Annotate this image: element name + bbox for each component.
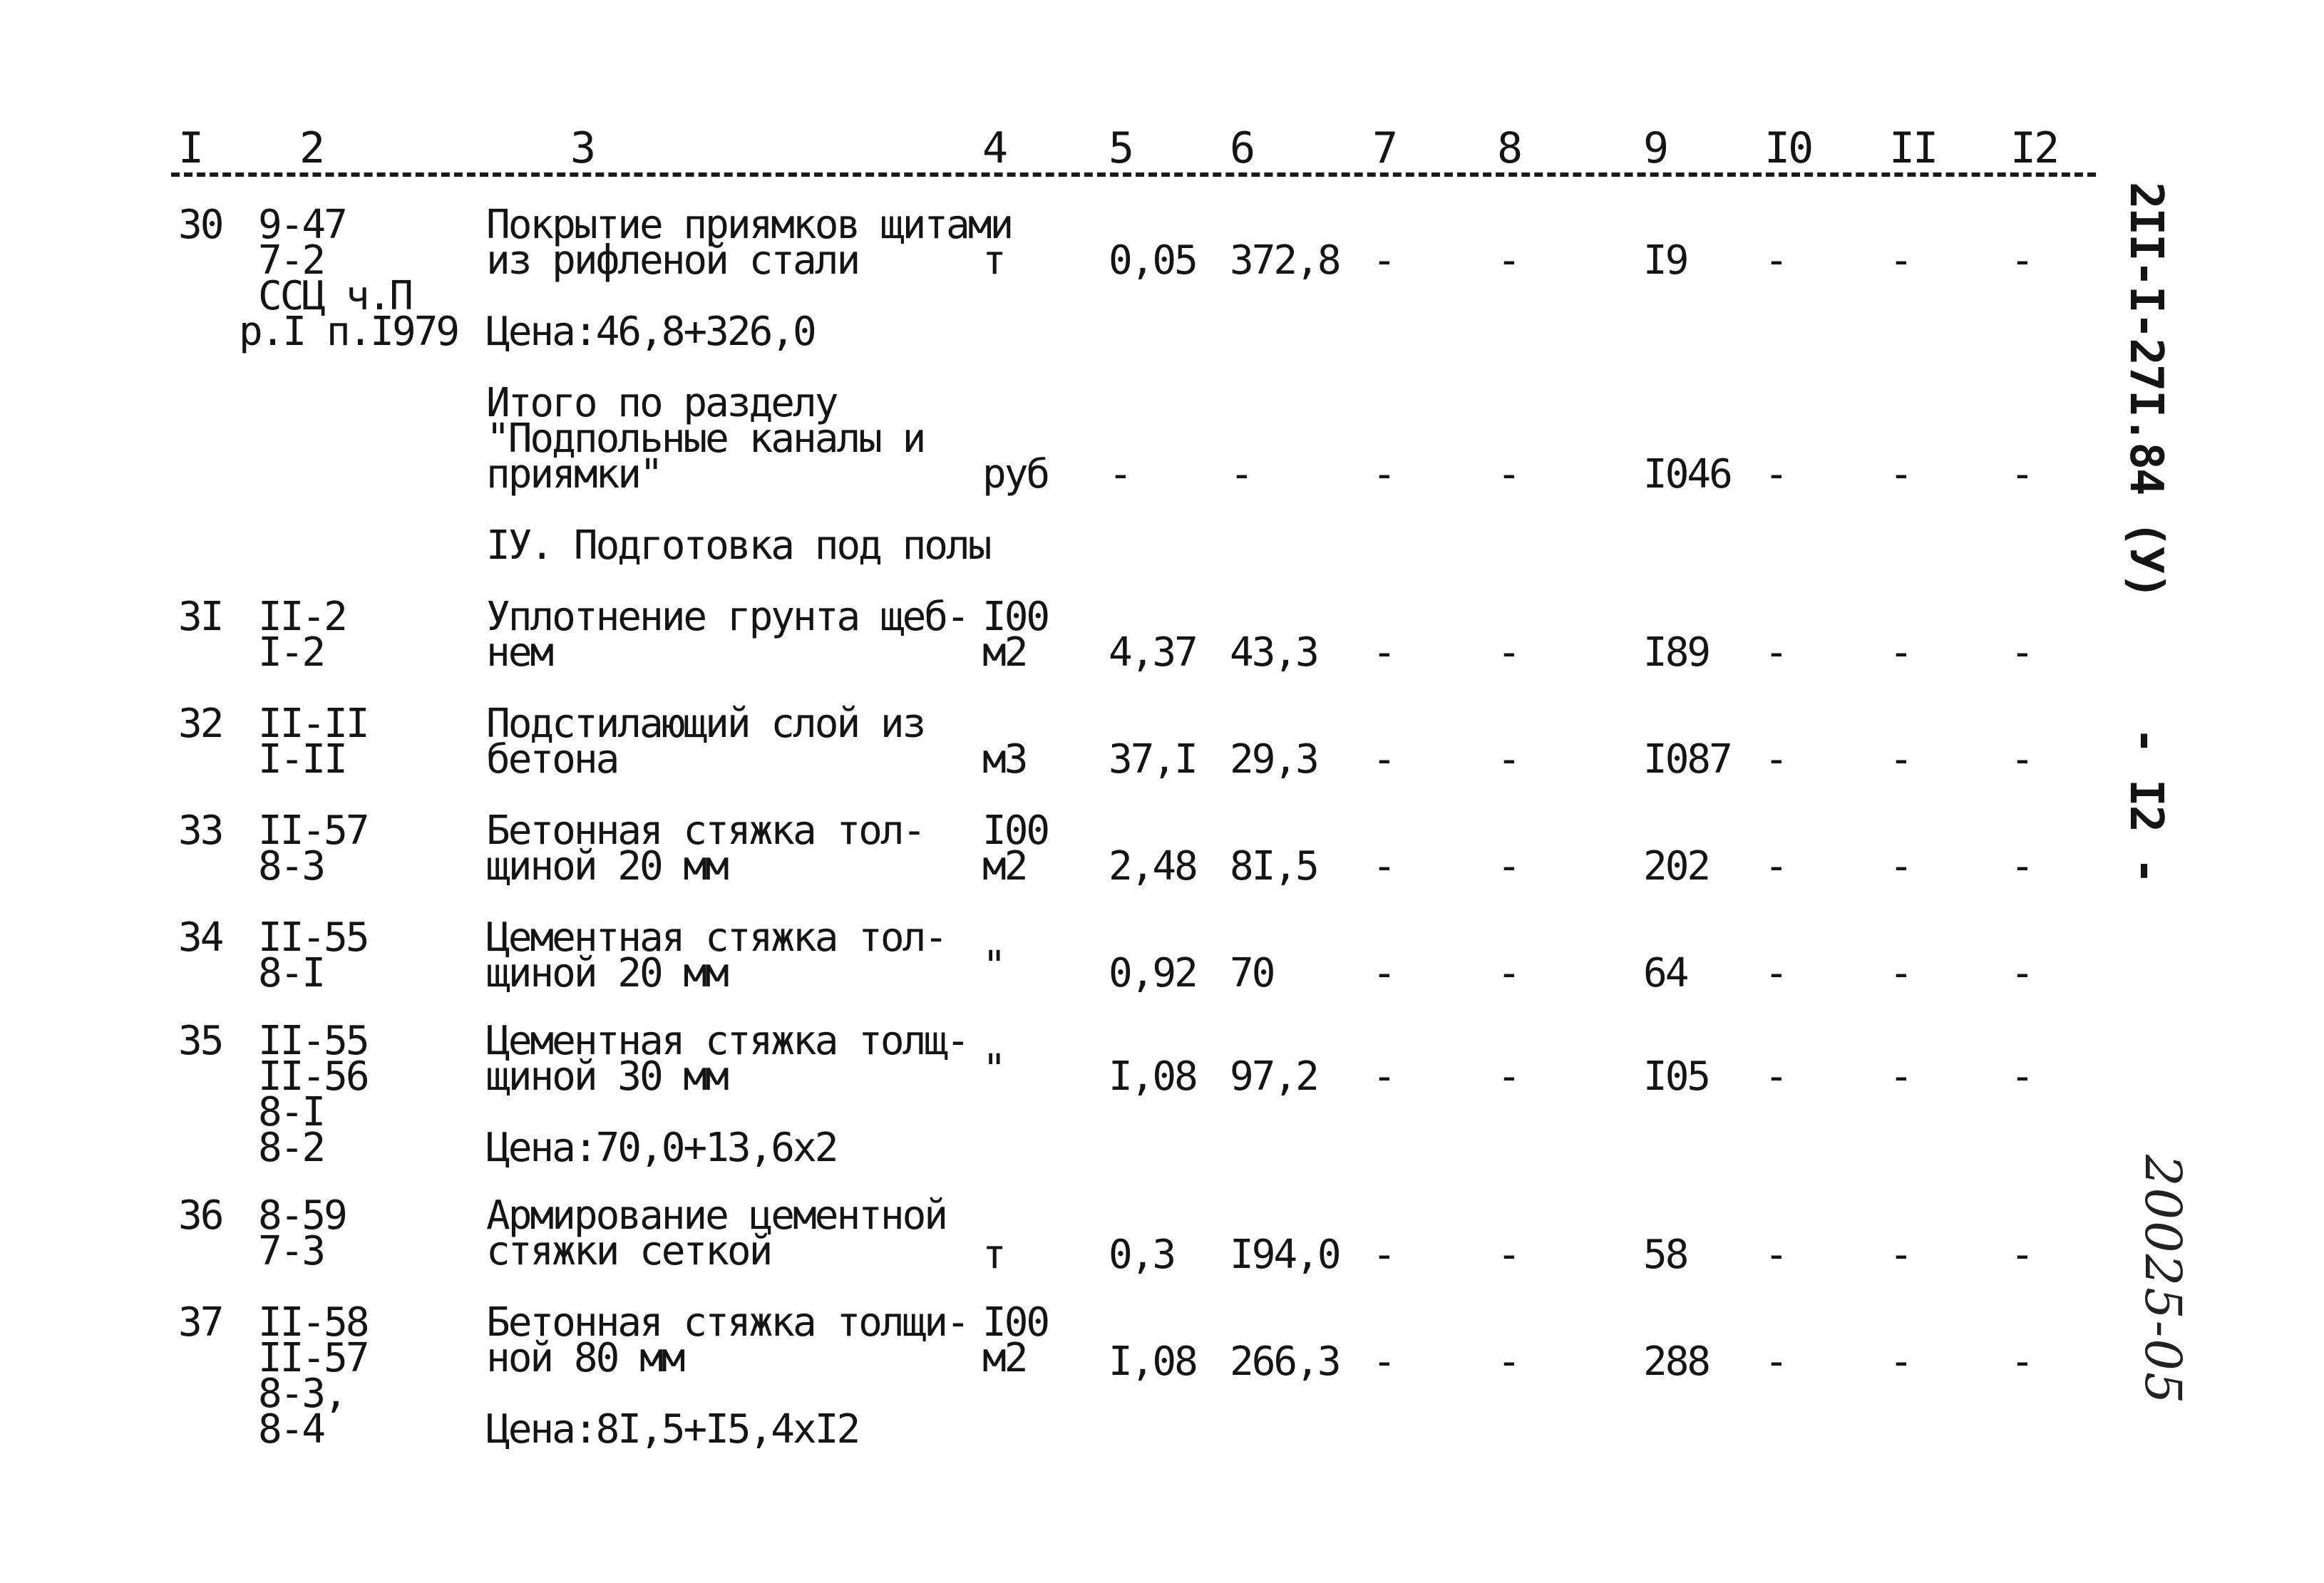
- cell-col7: -: [1372, 843, 1394, 890]
- item-description: стяжки сеткой: [486, 1228, 771, 1274]
- cell-col12: -: [2010, 736, 2032, 783]
- unit: м3: [982, 736, 1027, 783]
- norm-code: II-56: [258, 1053, 368, 1100]
- cell-col7: -: [1372, 451, 1394, 497]
- quantity: 0,92: [1109, 950, 1196, 996]
- norm-code: 8-59: [258, 1192, 346, 1239]
- cell-col11: -: [1889, 1339, 1911, 1385]
- cell-col7: -: [1372, 237, 1394, 284]
- item-description: Подстилающий слой из: [486, 701, 925, 747]
- norm-code: 8-I: [258, 950, 324, 996]
- cell-col8: -: [1497, 950, 1519, 996]
- unit: т: [982, 1232, 1004, 1278]
- row-number: 37: [178, 1299, 222, 1346]
- item-description: ной 80 мм: [486, 1335, 684, 1381]
- cell-col10: -: [1764, 451, 1786, 497]
- cell-col8: -: [1497, 736, 1519, 783]
- unit-price: I94,0: [1230, 1232, 1340, 1278]
- unit-price: 266,3: [1230, 1339, 1340, 1385]
- row-number: 35: [178, 1018, 222, 1064]
- norm-code: II-2: [258, 594, 346, 640]
- item-description: щиной 20 мм: [486, 843, 727, 890]
- unit-price: 97,2: [1230, 1053, 1317, 1100]
- norm-code: 7-3: [258, 1228, 324, 1274]
- price-formula: Цена:70,0+13,6х2: [486, 1125, 837, 1171]
- norm-code: ССЦ ч.П: [258, 273, 412, 319]
- unit: I00: [982, 1299, 1049, 1346]
- item-description: из рифленой стали: [486, 237, 859, 284]
- quantity: 4,37: [1109, 629, 1196, 676]
- price-formula: Цена:46,8+326,0: [486, 309, 815, 355]
- cell-col12: -: [2010, 451, 2032, 497]
- cell-col12: -: [2010, 1339, 2032, 1385]
- column-header: 6: [1230, 123, 1254, 173]
- cell-col12: -: [2010, 237, 2032, 284]
- unit: м2: [982, 1335, 1027, 1381]
- item-description: Бетонная стяжка толщи-: [486, 1299, 968, 1346]
- item-description: нем: [486, 629, 552, 676]
- norm-code: II-57: [258, 808, 368, 854]
- norm-code: II-57: [258, 1335, 368, 1381]
- column-header: I0: [1764, 123, 1812, 173]
- row-number: 33: [178, 808, 222, 854]
- column-header: 9: [1643, 123, 1667, 173]
- total-cost: 64: [1643, 950, 1687, 996]
- item-description: Уплотнение грунта щеб-: [486, 594, 968, 640]
- cell-col7: -: [1372, 1053, 1394, 1100]
- unit-price: 29,3: [1230, 736, 1317, 783]
- norm-code: 8-3: [258, 843, 324, 890]
- column-header: 7: [1372, 123, 1397, 173]
- cell-col11: -: [1889, 843, 1911, 890]
- cell-col10: -: [1764, 629, 1786, 676]
- item-description: Бетонная стяжка тол-: [486, 808, 925, 854]
- cell-col12: -: [2010, 950, 2032, 996]
- cell-col11: -: [1889, 237, 1911, 284]
- cell-col11: -: [1889, 451, 1911, 497]
- unit: м2: [982, 843, 1027, 890]
- norm-code: 8-2: [258, 1125, 324, 1171]
- column-header: I2: [2010, 123, 2058, 173]
- cell-col11: -: [1889, 629, 1911, 676]
- unit: руб: [982, 451, 1049, 497]
- cell-col10: -: [1764, 1339, 1786, 1385]
- unit-price: 43,3: [1230, 629, 1317, 676]
- column-header: I: [178, 123, 202, 173]
- cell-col8: -: [1497, 1053, 1519, 1100]
- norm-code: 8-I: [258, 1089, 324, 1135]
- total-cost: 288: [1643, 1339, 1709, 1385]
- column-header: 4: [982, 123, 1007, 173]
- header-divider: [171, 172, 2096, 177]
- cell-col8: -: [1497, 237, 1519, 284]
- norm-code: 7-2: [258, 237, 324, 284]
- quantity: I,08: [1109, 1053, 1196, 1100]
- norm-code: 8-3,: [258, 1371, 346, 1417]
- unit: м2: [982, 629, 1027, 676]
- total-cost: I046: [1643, 451, 1731, 497]
- cell-col12: -: [2010, 1232, 2032, 1278]
- cell-col12: -: [2010, 629, 2032, 676]
- cell-col11: -: [1889, 1232, 1911, 1278]
- unit-price: 8I,5: [1230, 843, 1317, 890]
- cell-col8: -: [1497, 1339, 1519, 1385]
- item-description: щиной 20 мм: [486, 950, 727, 996]
- column-header: 3: [570, 123, 595, 173]
- norm-code: р.I п.I979: [239, 309, 458, 355]
- norm-code: II-55: [258, 914, 368, 961]
- quantity: 0,3: [1109, 1232, 1175, 1278]
- price-formula: Цена:8I,5+I5,4хI2: [486, 1406, 859, 1453]
- norm-code: 9-47: [258, 202, 346, 248]
- cell-col11: -: [1889, 736, 1911, 783]
- cell-col11: -: [1889, 1053, 1911, 1100]
- item-description: приямки": [486, 451, 662, 497]
- quantity: -: [1109, 451, 1131, 497]
- item-description: Цементная стяжка толщ-: [486, 1018, 968, 1064]
- norm-code: 8-4: [258, 1406, 324, 1453]
- cell-col11: -: [1889, 950, 1911, 996]
- row-number: 32: [178, 701, 222, 747]
- column-header: 5: [1109, 123, 1133, 173]
- cell-col7: -: [1372, 1339, 1394, 1385]
- unit: I00: [982, 594, 1049, 640]
- cell-col8: -: [1497, 843, 1519, 890]
- cell-col12: -: [2010, 843, 2032, 890]
- cell-col7: -: [1372, 629, 1394, 676]
- unit: ": [982, 943, 1004, 989]
- item-description: бетона: [486, 736, 618, 783]
- quantity: 0,05: [1109, 237, 1196, 284]
- unit-price: 372,8: [1230, 237, 1340, 284]
- quantity: 2,48: [1109, 843, 1196, 890]
- row-number: 30: [178, 202, 222, 248]
- item-description: Итого по разделу: [486, 380, 837, 426]
- unit: т: [982, 237, 1004, 284]
- norm-code: I-2: [258, 629, 324, 676]
- cell-col10: -: [1764, 736, 1786, 783]
- cell-col8: -: [1497, 451, 1519, 497]
- cell-col10: -: [1764, 1053, 1786, 1100]
- cell-col8: -: [1497, 629, 1519, 676]
- quantity: 37,I: [1109, 736, 1196, 783]
- total-cost: I087: [1643, 736, 1731, 783]
- cell-col7: -: [1372, 950, 1394, 996]
- column-header: 8: [1497, 123, 1521, 173]
- unit: I00: [982, 808, 1049, 854]
- cell-col7: -: [1372, 1232, 1394, 1278]
- norm-code: II-II: [258, 701, 368, 747]
- item-description: Армирование цементной: [486, 1192, 947, 1239]
- quantity: I,08: [1109, 1339, 1196, 1385]
- cell-col10: -: [1764, 1232, 1786, 1278]
- section-heading: IУ. Подготовка под полы: [486, 522, 990, 569]
- unit: ": [982, 1046, 1004, 1093]
- total-cost: I05: [1643, 1053, 1709, 1100]
- column-header: II: [1889, 123, 1937, 173]
- norm-code: I-II: [258, 736, 346, 783]
- row-number: 36: [178, 1192, 222, 1239]
- norm-code: II-55: [258, 1018, 368, 1064]
- total-cost: I9: [1643, 237, 1687, 284]
- cell-col10: -: [1764, 950, 1786, 996]
- cell-col12: -: [2010, 1053, 2032, 1100]
- item-description: Покрытие приямков щитами: [486, 202, 1012, 248]
- row-number: 34: [178, 914, 222, 961]
- row-number: 3I: [178, 594, 222, 640]
- total-cost: I89: [1643, 629, 1709, 676]
- unit-price: -: [1230, 451, 1252, 497]
- unit-price: 70: [1230, 950, 1274, 996]
- norm-code: II-58: [258, 1299, 368, 1346]
- item-description: щиной 30 мм: [486, 1053, 727, 1100]
- document-code: 2II-I-27I.84 (У): [2119, 182, 2172, 599]
- total-cost: 58: [1643, 1232, 1687, 1278]
- cell-col7: -: [1372, 736, 1394, 783]
- handwritten-inventory-number: 20025-05: [2134, 1155, 2192, 1406]
- cell-col10: -: [1764, 843, 1786, 890]
- total-cost: 202: [1643, 843, 1709, 890]
- column-header: 2: [299, 123, 324, 173]
- page-number: - I2 -: [2119, 727, 2172, 884]
- item-description: "Подпольные каналы и: [486, 416, 925, 462]
- cell-col8: -: [1497, 1232, 1519, 1278]
- item-description: Цементная стяжка тол-: [486, 914, 947, 961]
- cell-col10: -: [1764, 237, 1786, 284]
